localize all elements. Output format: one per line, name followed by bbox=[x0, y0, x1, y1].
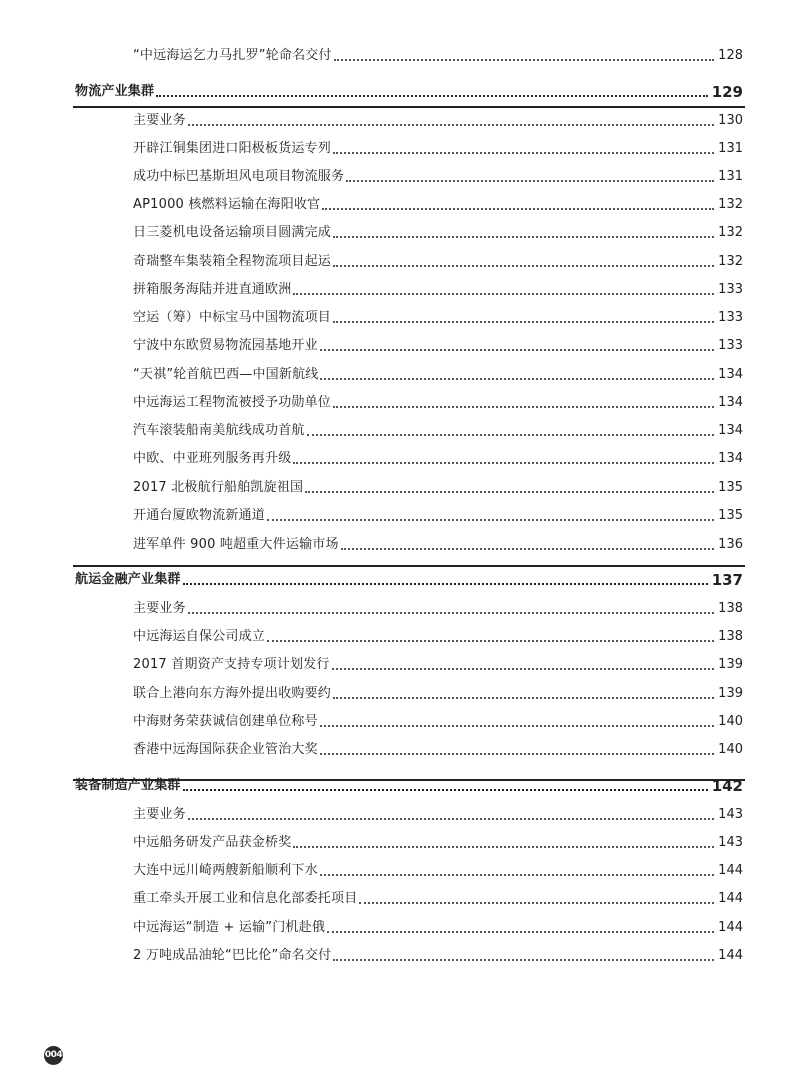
toc-entry-title: 开通台厦欧物流新通道 bbox=[133, 508, 266, 523]
section-rule bbox=[73, 106, 745, 108]
toc-entry[interactable] bbox=[133, 835, 743, 851]
toc-entry-page-number: 137 bbox=[711, 571, 743, 589]
dot-leader bbox=[333, 152, 714, 154]
toc-entry-page-number: 133 bbox=[718, 310, 743, 325]
dot-leader bbox=[188, 818, 714, 820]
dot-leader bbox=[305, 491, 714, 493]
dot-leader bbox=[320, 753, 714, 755]
toc-entry-page-number: 134 bbox=[718, 451, 743, 466]
toc-entry[interactable] bbox=[133, 863, 743, 879]
toc-entry-title: “天祺”轮首航巴西—中国新航线 bbox=[133, 367, 319, 382]
dot-leader bbox=[333, 236, 714, 238]
toc-entry-page-number: 142 bbox=[711, 777, 743, 795]
toc-entry[interactable] bbox=[133, 395, 743, 411]
toc-entry-title: 联合上港向东方海外提出收购要约 bbox=[133, 686, 332, 701]
toc-entry-title: 2017 北极航行船舶凯旋祖国 bbox=[133, 480, 304, 495]
toc-entry-page-number: 143 bbox=[718, 835, 743, 850]
toc-entry-title: 中远海运“制造 + 运输”门机赴俄 bbox=[133, 920, 326, 935]
toc-entry-page-number: 136 bbox=[718, 537, 743, 552]
dot-leader bbox=[293, 293, 714, 295]
toc-entry[interactable] bbox=[133, 948, 743, 964]
toc-entry-page-number: 140 bbox=[718, 714, 743, 729]
dot-leader bbox=[320, 378, 714, 380]
section-rule bbox=[73, 779, 745, 781]
toc-entry[interactable] bbox=[133, 423, 743, 439]
toc-entry-page-number: 133 bbox=[718, 282, 743, 297]
toc-entry-title: 汽车滚装船南美航线成功首航 bbox=[133, 423, 305, 438]
toc-entry-page-number: 144 bbox=[718, 863, 743, 878]
toc-entry[interactable] bbox=[133, 891, 743, 907]
toc-entry-title: 中远海运工程物流被授予功勋单位 bbox=[133, 395, 332, 410]
toc-entry-title: 奇瑞整车集装箱全程物流项目起运 bbox=[133, 254, 332, 269]
toc-entry-title: 主要业务 bbox=[133, 807, 186, 822]
dot-leader bbox=[346, 180, 714, 182]
toc-entry-page-number: 134 bbox=[718, 367, 743, 382]
toc-entry-title: 宁波中东欧贸易物流园基地开业 bbox=[133, 338, 318, 353]
toc-entry-title: 中海财务荣获诚信创建单位称号 bbox=[133, 714, 318, 729]
toc-entry-title: 拼箱服务海陆并进直通欧洲 bbox=[133, 282, 292, 297]
toc-entry[interactable] bbox=[133, 113, 743, 129]
dot-leader bbox=[333, 959, 714, 961]
toc-entry[interactable] bbox=[133, 367, 743, 383]
dot-leader bbox=[334, 59, 715, 61]
toc-entry-title: 中远海运自保公司成立 bbox=[133, 629, 266, 644]
dot-leader bbox=[183, 583, 708, 585]
toc-entry[interactable] bbox=[133, 807, 743, 823]
section-rule bbox=[73, 565, 745, 567]
toc-entry-page-number: 131 bbox=[718, 169, 743, 184]
dot-leader bbox=[293, 846, 714, 848]
toc-entry-title: 空运（筹）中标宝马中国物流项目 bbox=[133, 310, 332, 325]
toc-entry-page-number: 144 bbox=[718, 891, 743, 906]
toc-entry-page-number: 135 bbox=[718, 508, 743, 523]
toc-entry[interactable] bbox=[133, 48, 743, 64]
toc-section-heading[interactable] bbox=[75, 572, 743, 588]
dot-leader bbox=[333, 697, 714, 699]
toc-entry-title: 重工牵头开展工业和信息化部委托项目 bbox=[133, 891, 358, 906]
toc-entry[interactable] bbox=[133, 338, 743, 354]
toc-entry[interactable] bbox=[133, 225, 743, 241]
toc-entry[interactable] bbox=[133, 480, 743, 496]
toc-entry-page-number: 139 bbox=[718, 686, 743, 701]
toc-entry-page-number: 138 bbox=[718, 629, 743, 644]
dot-leader bbox=[188, 612, 714, 614]
toc-entry[interactable] bbox=[133, 310, 743, 326]
toc-entry-title: 航运金融产业集群 bbox=[75, 572, 181, 587]
toc-entry-page-number: 130 bbox=[718, 113, 743, 128]
toc-entry[interactable] bbox=[133, 254, 743, 270]
toc-entry-page-number: 138 bbox=[718, 601, 743, 616]
toc-entry-page-number: 133 bbox=[718, 338, 743, 353]
toc-section-heading[interactable] bbox=[75, 84, 743, 100]
dot-leader bbox=[307, 434, 715, 436]
dot-leader bbox=[183, 789, 708, 791]
toc-entry-page-number: 144 bbox=[718, 920, 743, 935]
dot-leader bbox=[333, 321, 714, 323]
dot-leader bbox=[156, 95, 707, 97]
toc-entry-page-number: 139 bbox=[718, 657, 743, 672]
toc-entry[interactable] bbox=[133, 601, 743, 617]
toc-entry[interactable] bbox=[133, 508, 743, 524]
toc-entry[interactable] bbox=[133, 742, 743, 758]
toc-entry-page-number: 143 bbox=[718, 807, 743, 822]
toc-entry[interactable] bbox=[133, 197, 743, 213]
dot-leader bbox=[267, 640, 714, 642]
toc-entry-page-number: 132 bbox=[718, 254, 743, 269]
toc-entry-title: 香港中远海国际获企业管治大奖 bbox=[133, 742, 318, 757]
toc-entry-page-number: 134 bbox=[718, 395, 743, 410]
toc-entry-title: 日三菱机电设备运输项目圆满完成 bbox=[133, 225, 332, 240]
toc-entry[interactable] bbox=[133, 714, 743, 730]
toc-entry-title: 2 万吨成品油轮“巴比伦”命名交付 bbox=[133, 948, 332, 963]
dot-leader bbox=[320, 725, 714, 727]
toc-entry-page-number: 135 bbox=[718, 480, 743, 495]
toc-entry-title: 开辟江铜集团进口阳极板货运专列 bbox=[133, 141, 332, 156]
toc-entry[interactable] bbox=[133, 629, 743, 645]
page-number-badge: 004 bbox=[44, 1046, 63, 1065]
toc-entry-title: 物流产业集群 bbox=[75, 84, 155, 99]
toc-entry-page-number: 140 bbox=[718, 742, 743, 757]
dot-leader bbox=[322, 208, 714, 210]
toc-entry[interactable] bbox=[133, 657, 743, 673]
toc-entry-title: 中欧、中亚班列服务再升级 bbox=[133, 451, 292, 466]
toc-entry-page-number: 131 bbox=[718, 141, 743, 156]
toc-entry[interactable] bbox=[133, 282, 743, 298]
toc-entry-title: 成功中标巴基斯坦风电项目物流服务 bbox=[133, 169, 345, 184]
toc-entry-page-number: 128 bbox=[718, 48, 743, 63]
dot-leader bbox=[188, 124, 714, 126]
toc-entry-title: 主要业务 bbox=[133, 113, 186, 128]
toc-entry-title: 2017 首期资产支持专项计划发行 bbox=[133, 657, 330, 672]
toc-entry-title: 中远船务研发产品获金桥奖 bbox=[133, 835, 292, 850]
dot-leader bbox=[320, 874, 714, 876]
toc-entry-title: 主要业务 bbox=[133, 601, 186, 616]
toc-entry[interactable] bbox=[133, 686, 743, 702]
dot-leader bbox=[293, 462, 714, 464]
toc-entry[interactable] bbox=[133, 451, 743, 467]
toc-entry-title: AP1000 核燃料运输在海阳收官 bbox=[133, 197, 321, 212]
toc-entry-title: 装备制造产业集群 bbox=[75, 778, 181, 793]
toc-entry-page-number: 144 bbox=[718, 948, 743, 963]
dot-leader bbox=[333, 265, 714, 267]
dot-leader bbox=[341, 548, 714, 550]
dot-leader bbox=[320, 349, 714, 351]
toc-entry[interactable] bbox=[133, 141, 743, 157]
dot-leader bbox=[332, 668, 715, 670]
toc-entry-title: 大连中远川崎两艘新船顺利下水 bbox=[133, 863, 318, 878]
toc-entry[interactable] bbox=[133, 920, 743, 936]
toc-entry-page-number: 129 bbox=[711, 83, 743, 101]
toc-entry-title: 进军单件 900 吨超重大件运输市场 bbox=[133, 537, 339, 552]
toc-entry-page-number: 134 bbox=[718, 423, 743, 438]
toc-entry[interactable] bbox=[133, 169, 743, 185]
toc-entry-page-number: 132 bbox=[718, 197, 743, 212]
dot-leader bbox=[359, 902, 714, 904]
toc-entry-title: “中远海运乞力马扎罗”轮命名交付 bbox=[133, 48, 332, 63]
dot-leader bbox=[327, 931, 714, 933]
toc-entry[interactable] bbox=[133, 537, 743, 553]
toc-entry-page-number: 132 bbox=[718, 225, 743, 240]
dot-leader bbox=[333, 406, 714, 408]
dot-leader bbox=[267, 519, 714, 521]
